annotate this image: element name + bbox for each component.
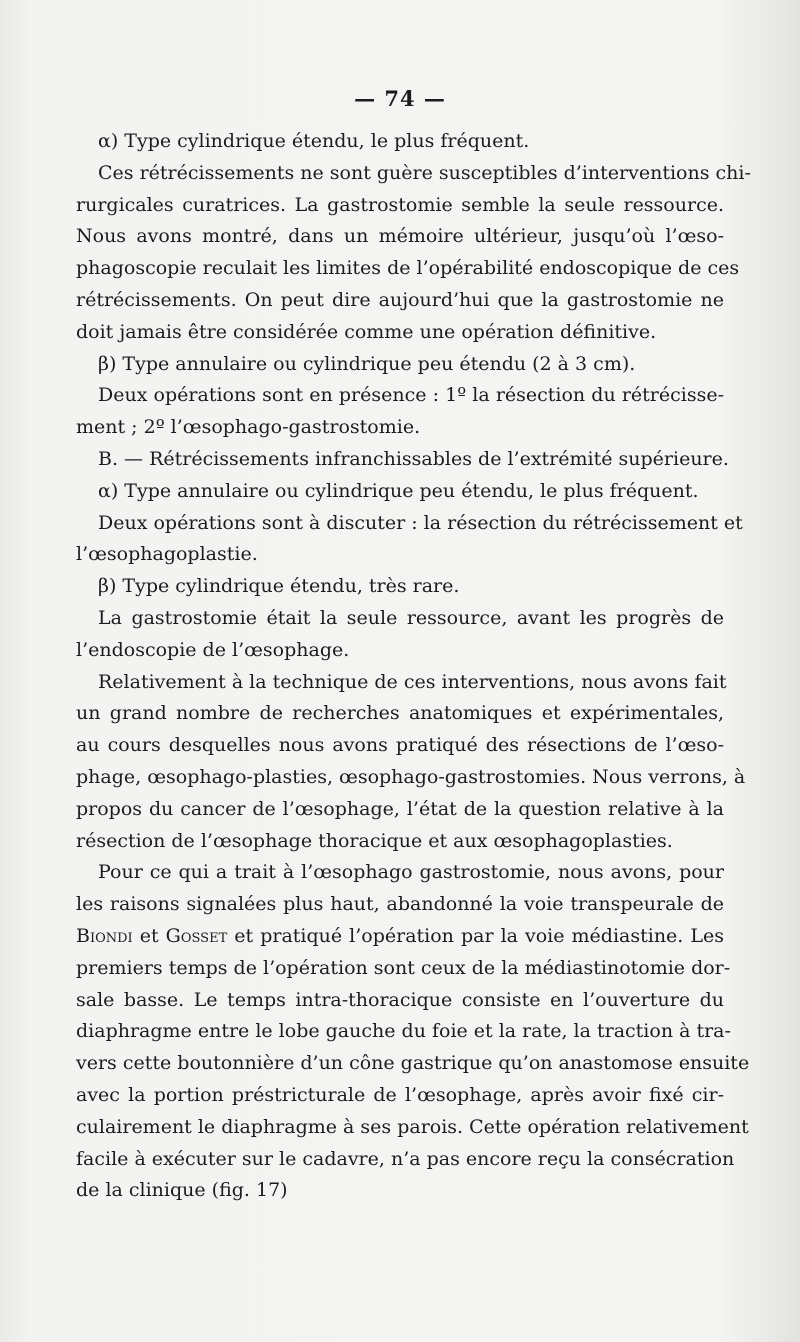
text-line: rétrécissements. On peut dire aujourd’hui que la gastrostomie ne (76, 288, 724, 311)
text-segment: et pratiqué l’opération par la voie médiastine. Les (227, 924, 724, 947)
text-line: B. — Rétrécissements infranchissables de l’extrémité supérieure. (98, 447, 729, 470)
text-line: l’œsophagoplastie. (76, 543, 258, 566)
text-line: doit jamais être considérée comme une opération définitive. (76, 320, 657, 343)
text-line: phage, œsophago-plasties, œsophago-gastrostomies. Nous verrons, à (76, 765, 746, 788)
text-line: l’endoscopie de l’œsophage. (76, 638, 350, 661)
text-line: phagoscopie reculait les limites de l’opérabilité endoscopique de ces (76, 257, 740, 280)
text-line: sale basse. Le temps intra-thoracique consiste en l’ouverture du (76, 988, 724, 1011)
text-line: avec la portion préstricturale de l’œsophage, après avoir fixé cir- (76, 1083, 724, 1106)
text-line: un grand nombre de recherches anatomiques et expérimentales, (76, 702, 724, 725)
page-number: — 74 — (354, 86, 446, 111)
author-name: Gosset (165, 924, 228, 947)
text-line: Ces rétrécissements ne sont guère susceptibles d’interventions chi- (98, 161, 751, 184)
text-line: Pour ce qui a trait à l’œsophago gastrostomie, nous avons, pour (98, 861, 724, 884)
text-line: les raisons signalées plus haut, abandonné la voie transpeurale de (76, 893, 724, 916)
text-line: β) Type annulaire ou cylindrique peu étendu (2 à 3 cm). (98, 352, 636, 375)
text-line: β) Type cylindrique étendu, très rare. (98, 575, 460, 598)
text-line: culairement le diaphragme à ses parois. Cette opération relativement (76, 1115, 749, 1138)
text-line: facile à exécuter sur le cadavre, n’a pas encore reçu la consécration (76, 1147, 735, 1170)
text-line: Deux opérations sont à discuter : la résection du rétrécissement et (98, 511, 743, 534)
text-line (76, 921, 724, 953)
text-line: α) Type annulaire ou cylindrique peu étendu, le plus fréquent. (98, 479, 699, 502)
text-line: rurgicales curatrices. La gastrostomie semble la seule ressource. (76, 193, 724, 216)
text-line: premiers temps de l’opération sont ceux de la médiastinotomie dor- (76, 956, 731, 979)
body-text (76, 126, 751, 1207)
text-line: Nous avons montré, dans un mémoire ultérieur, jusqu’où l’œso- (76, 225, 724, 248)
text-segment: et (132, 924, 166, 947)
text-line: Relativement à la technique de ces interventions, nous avons fait (98, 670, 727, 693)
text-line: Deux opérations sont en présence : 1º la résection du rétrécisse- (98, 384, 724, 407)
text-line: α) Type cylindrique étendu, le plus fréquent. (98, 130, 530, 152)
text-line: La gastrostomie était la seule ressource, avant les progrès de (98, 606, 724, 629)
text-line: diaphragme entre le lobe gauche du foie et la rate, la traction à tra- (76, 1020, 731, 1043)
text-line: résection de l’œsophage thoracique et aux œsophagoplasties. (76, 829, 673, 852)
text-line: ment ; 2º l’œsophago-gastrostomie. (76, 416, 421, 439)
author-name: Biondi (76, 924, 133, 947)
text-line: propos du cancer de l’œsophage, l’état de la question relative à la (76, 797, 724, 820)
text-line: au cours desquelles nous avons pratiqué des résections de l’œso- (76, 734, 724, 757)
text-line: vers cette boutonnière d’un cône gastrique qu’on anastomose ensuite (76, 1052, 750, 1075)
text-line: de la clinique (fig. 17) (76, 1179, 288, 1202)
